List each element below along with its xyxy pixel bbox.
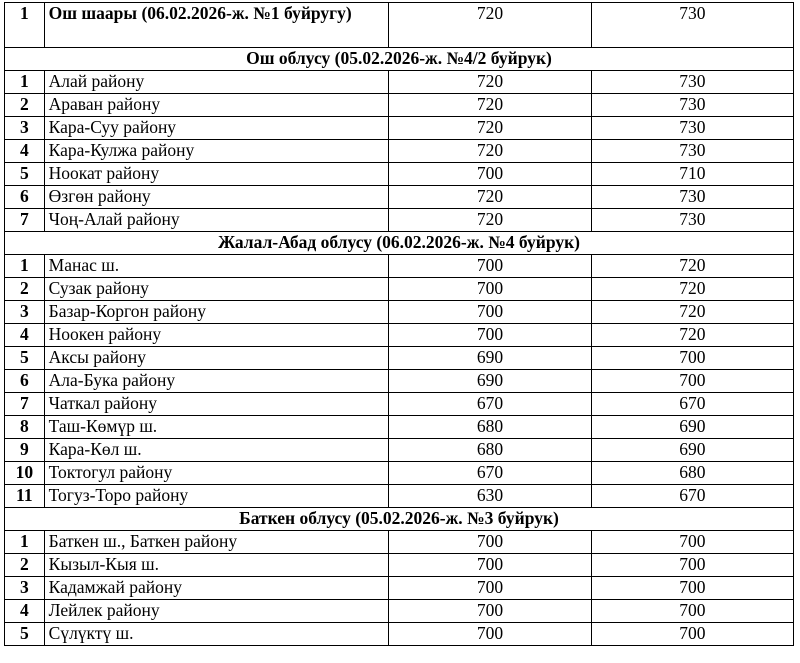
- row-number: 5: [5, 623, 45, 646]
- table-row: [5, 439, 794, 462]
- table-row: [5, 554, 794, 577]
- region-name: Ноокат району: [44, 163, 389, 186]
- price-value-1: 680: [389, 439, 591, 462]
- price-value-1: 720: [389, 140, 591, 163]
- price-value-1: 720: [389, 71, 591, 94]
- row-number: 1: [5, 255, 45, 278]
- price-value-1: 690: [389, 370, 591, 393]
- row-number: 2: [5, 554, 45, 577]
- region-name: Ош шаары (06.02.2026-ж. №1 буйругу): [44, 3, 389, 48]
- table-row: [5, 577, 794, 600]
- region-name: Тогуз-Торо району: [44, 485, 389, 508]
- price-value-1: 720: [389, 117, 591, 140]
- price-value-2: 720: [591, 324, 793, 347]
- price-value-1: 670: [389, 462, 591, 485]
- region-name: Кара-Кулжа району: [44, 140, 389, 163]
- region-name: Токтогул району: [44, 462, 389, 485]
- row-number: 9: [5, 439, 45, 462]
- row-number: 10: [5, 462, 45, 485]
- price-value-1: 700: [389, 301, 591, 324]
- row-number: 3: [5, 117, 45, 140]
- table-row: [5, 531, 794, 554]
- table-row: [5, 600, 794, 623]
- region-name: Чоң-Алай району: [44, 209, 389, 232]
- section-header-row: [5, 232, 794, 255]
- section-title: Жалал-Абад облусу (06.02.2026-ж. №4 буйрук): [5, 232, 794, 255]
- price-value-2: 720: [591, 301, 793, 324]
- price-value-2: 720: [591, 255, 793, 278]
- row-number: 6: [5, 186, 45, 209]
- price-value-2: 690: [591, 439, 793, 462]
- price-value-2: 730: [591, 94, 793, 117]
- region-name: Ноокен району: [44, 324, 389, 347]
- row-number: 2: [5, 94, 45, 117]
- region-name: Таш-Көмүр ш.: [44, 416, 389, 439]
- price-value-2: 680: [591, 462, 793, 485]
- region-name: Кызыл-Кыя ш.: [44, 554, 389, 577]
- price-value-2: 670: [591, 393, 793, 416]
- region-name: Сүлүктү ш.: [44, 623, 389, 646]
- region-name: Өзгөн району: [44, 186, 389, 209]
- row-number: 1: [5, 3, 45, 48]
- row-number: 7: [5, 393, 45, 416]
- region-name: Манас ш.: [44, 255, 389, 278]
- row-number: 5: [5, 347, 45, 370]
- row-number: 7: [5, 209, 45, 232]
- row-number: 5: [5, 163, 45, 186]
- table-row: [5, 623, 794, 646]
- region-name: Базар-Коргон району: [44, 301, 389, 324]
- price-value-1: 700: [389, 255, 591, 278]
- table-row: [5, 94, 794, 117]
- region-name: Араван району: [44, 94, 389, 117]
- region-name: Кара-Суу району: [44, 117, 389, 140]
- table-row: [5, 485, 794, 508]
- section-header-row: [5, 48, 794, 71]
- table-row: [5, 393, 794, 416]
- price-value-1: 720: [389, 209, 591, 232]
- table-row: [5, 186, 794, 209]
- price-value-1: 670: [389, 393, 591, 416]
- price-value-2: 690: [591, 416, 793, 439]
- price-value-2: 700: [591, 577, 793, 600]
- row-number: 1: [5, 71, 45, 94]
- row-number: 6: [5, 370, 45, 393]
- price-value-2: 730: [591, 3, 793, 48]
- table-row: [5, 163, 794, 186]
- price-value-2: 730: [591, 117, 793, 140]
- region-name: Аксы району: [44, 347, 389, 370]
- row-number: 4: [5, 600, 45, 623]
- table-row: [5, 370, 794, 393]
- region-name: Чаткал району: [44, 393, 389, 416]
- section-header-row: [5, 508, 794, 531]
- region-name: Кара-Көл ш.: [44, 439, 389, 462]
- price-value-1: 720: [389, 186, 591, 209]
- row-number: 8: [5, 416, 45, 439]
- row-number: 2: [5, 278, 45, 301]
- table-row: [5, 255, 794, 278]
- price-value-1: 700: [389, 623, 591, 646]
- region-name: Сузак району: [44, 278, 389, 301]
- table-row: [5, 117, 794, 140]
- price-value-1: 700: [389, 600, 591, 623]
- table-row: [5, 324, 794, 347]
- price-value-1: 630: [389, 485, 591, 508]
- row-number: 4: [5, 324, 45, 347]
- price-value-2: 730: [591, 209, 793, 232]
- price-value-1: 720: [389, 3, 591, 48]
- section-title: Баткен облусу (05.02.2026-ж. №3 буйрук): [5, 508, 794, 531]
- region-name: Алай району: [44, 71, 389, 94]
- table-row: [5, 140, 794, 163]
- table-row: [5, 71, 794, 94]
- price-value-1: 700: [389, 278, 591, 301]
- row-number: 11: [5, 485, 45, 508]
- region-name: Баткен ш., Баткен району: [44, 531, 389, 554]
- row-number: 3: [5, 577, 45, 600]
- row-number: 3: [5, 301, 45, 324]
- price-value-2: 700: [591, 531, 793, 554]
- price-table: [4, 2, 794, 646]
- price-value-2: 700: [591, 347, 793, 370]
- table-row: [5, 278, 794, 301]
- price-value-1: 720: [389, 94, 591, 117]
- price-value-2: 700: [591, 623, 793, 646]
- table-row: [5, 209, 794, 232]
- row-number: 4: [5, 140, 45, 163]
- price-value-1: 700: [389, 554, 591, 577]
- table-row: [5, 301, 794, 324]
- price-value-2: 720: [591, 278, 793, 301]
- price-value-1: 700: [389, 531, 591, 554]
- price-value-2: 710: [591, 163, 793, 186]
- price-value-1: 700: [389, 577, 591, 600]
- price-value-1: 680: [389, 416, 591, 439]
- price-value-1: 700: [389, 163, 591, 186]
- region-name: Кадамжай району: [44, 577, 389, 600]
- price-table-body: [5, 3, 794, 646]
- section-title: Ош облусу (05.02.2026-ж. №4/2 буйрук): [5, 48, 794, 71]
- table-row: [5, 347, 794, 370]
- price-value-1: 700: [389, 324, 591, 347]
- price-value-2: 670: [591, 485, 793, 508]
- table-row: [5, 416, 794, 439]
- price-value-1: 690: [389, 347, 591, 370]
- price-value-2: 730: [591, 71, 793, 94]
- price-value-2: 700: [591, 554, 793, 577]
- region-name: Лейлек району: [44, 600, 389, 623]
- price-value-2: 730: [591, 140, 793, 163]
- price-value-2: 700: [591, 600, 793, 623]
- table-row: [5, 462, 794, 485]
- row-number: 1: [5, 531, 45, 554]
- table-row: [5, 3, 794, 48]
- price-value-2: 730: [591, 186, 793, 209]
- price-value-2: 700: [591, 370, 793, 393]
- region-name: Ала-Бука району: [44, 370, 389, 393]
